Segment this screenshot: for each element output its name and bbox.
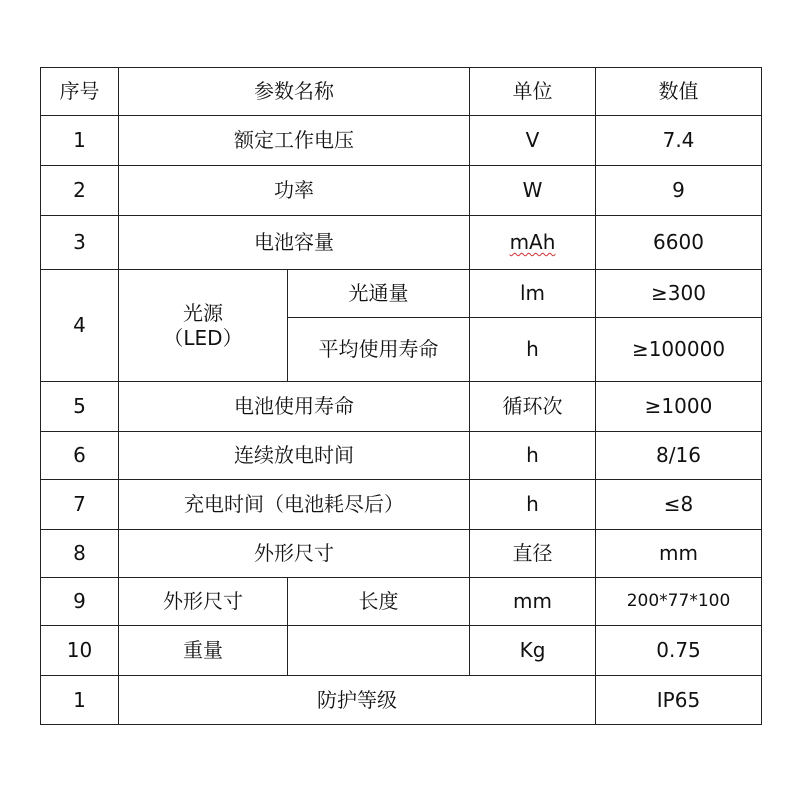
- sub-value: ≥100000: [596, 318, 762, 382]
- table-row: [41, 166, 762, 216]
- sub-unit: h: [470, 318, 596, 382]
- row-unit: 直径: [470, 530, 596, 578]
- row-unit: V: [470, 116, 596, 166]
- sub-name: 光通量: [288, 270, 470, 318]
- row-no: 2: [41, 166, 119, 216]
- row-name: 额定工作电压: [119, 116, 470, 166]
- row-no: 3: [41, 216, 119, 270]
- row-value: 6600: [596, 216, 762, 270]
- row-value: ≤8: [596, 480, 762, 530]
- row-name: 外形尺寸: [119, 530, 470, 578]
- table-row: [41, 578, 762, 626]
- row-name: 充电时间（电池耗尽后）: [119, 480, 470, 530]
- row-no: 1: [41, 116, 119, 166]
- table-row: [41, 432, 762, 480]
- header-name: 参数名称: [119, 68, 470, 116]
- row-unit: h: [470, 432, 596, 480]
- row-name: 防护等级: [119, 676, 596, 725]
- group-name: [119, 270, 288, 382]
- row-unit: Kg: [470, 626, 596, 676]
- row-name: 电池容量: [119, 216, 470, 270]
- row-name: 重量: [119, 626, 288, 676]
- row-unit: W: [470, 166, 596, 216]
- row-value: 0.75: [596, 626, 762, 676]
- row-value: mm: [596, 530, 762, 578]
- table-row: [41, 626, 762, 676]
- row-value: 8/16: [596, 432, 762, 480]
- row-no: 10: [41, 626, 119, 676]
- row-no: 8: [41, 530, 119, 578]
- row-no: 9: [41, 578, 119, 626]
- header-value: 数值: [596, 68, 762, 116]
- table-row: [41, 676, 762, 725]
- row-value: 200*77*100: [596, 578, 762, 626]
- row-value: 9: [596, 166, 762, 216]
- table-row: [41, 116, 762, 166]
- row-unit-text: mAh: [509, 230, 556, 254]
- sub-unit: lm: [470, 270, 596, 318]
- table-row: [41, 382, 762, 432]
- table-row: [41, 530, 762, 578]
- row-no: 1: [41, 676, 119, 725]
- table-row: [41, 270, 762, 318]
- row-unit: mm: [470, 578, 596, 626]
- row-value: ≥1000: [596, 382, 762, 432]
- row-unit: h: [470, 480, 596, 530]
- row-name: 外形尺寸: [119, 578, 288, 626]
- row-subname: 长度: [288, 578, 470, 626]
- group-sublabel: （LED）: [163, 325, 243, 350]
- row-no: 5: [41, 382, 119, 432]
- row-value: IP65: [596, 676, 762, 725]
- table-row: [41, 216, 762, 270]
- sub-name: 平均使用寿命: [288, 318, 470, 382]
- group-label: 光源: [183, 300, 223, 325]
- row-unit: 循环次: [470, 382, 596, 432]
- row-no: 4: [41, 270, 119, 382]
- row-name: 功率: [119, 166, 470, 216]
- row-value: 7.4: [596, 116, 762, 166]
- spec-table: [40, 67, 762, 725]
- table-row: [41, 480, 762, 530]
- row-subname: [288, 626, 470, 676]
- sub-value: ≥300: [596, 270, 762, 318]
- header-row: [41, 68, 762, 116]
- row-unit: [470, 216, 596, 270]
- header-unit: 单位: [470, 68, 596, 116]
- row-no: 6: [41, 432, 119, 480]
- row-no: 7: [41, 480, 119, 530]
- row-name: 电池使用寿命: [119, 382, 470, 432]
- header-no: 序号: [41, 68, 119, 116]
- row-name: 连续放电时间: [119, 432, 470, 480]
